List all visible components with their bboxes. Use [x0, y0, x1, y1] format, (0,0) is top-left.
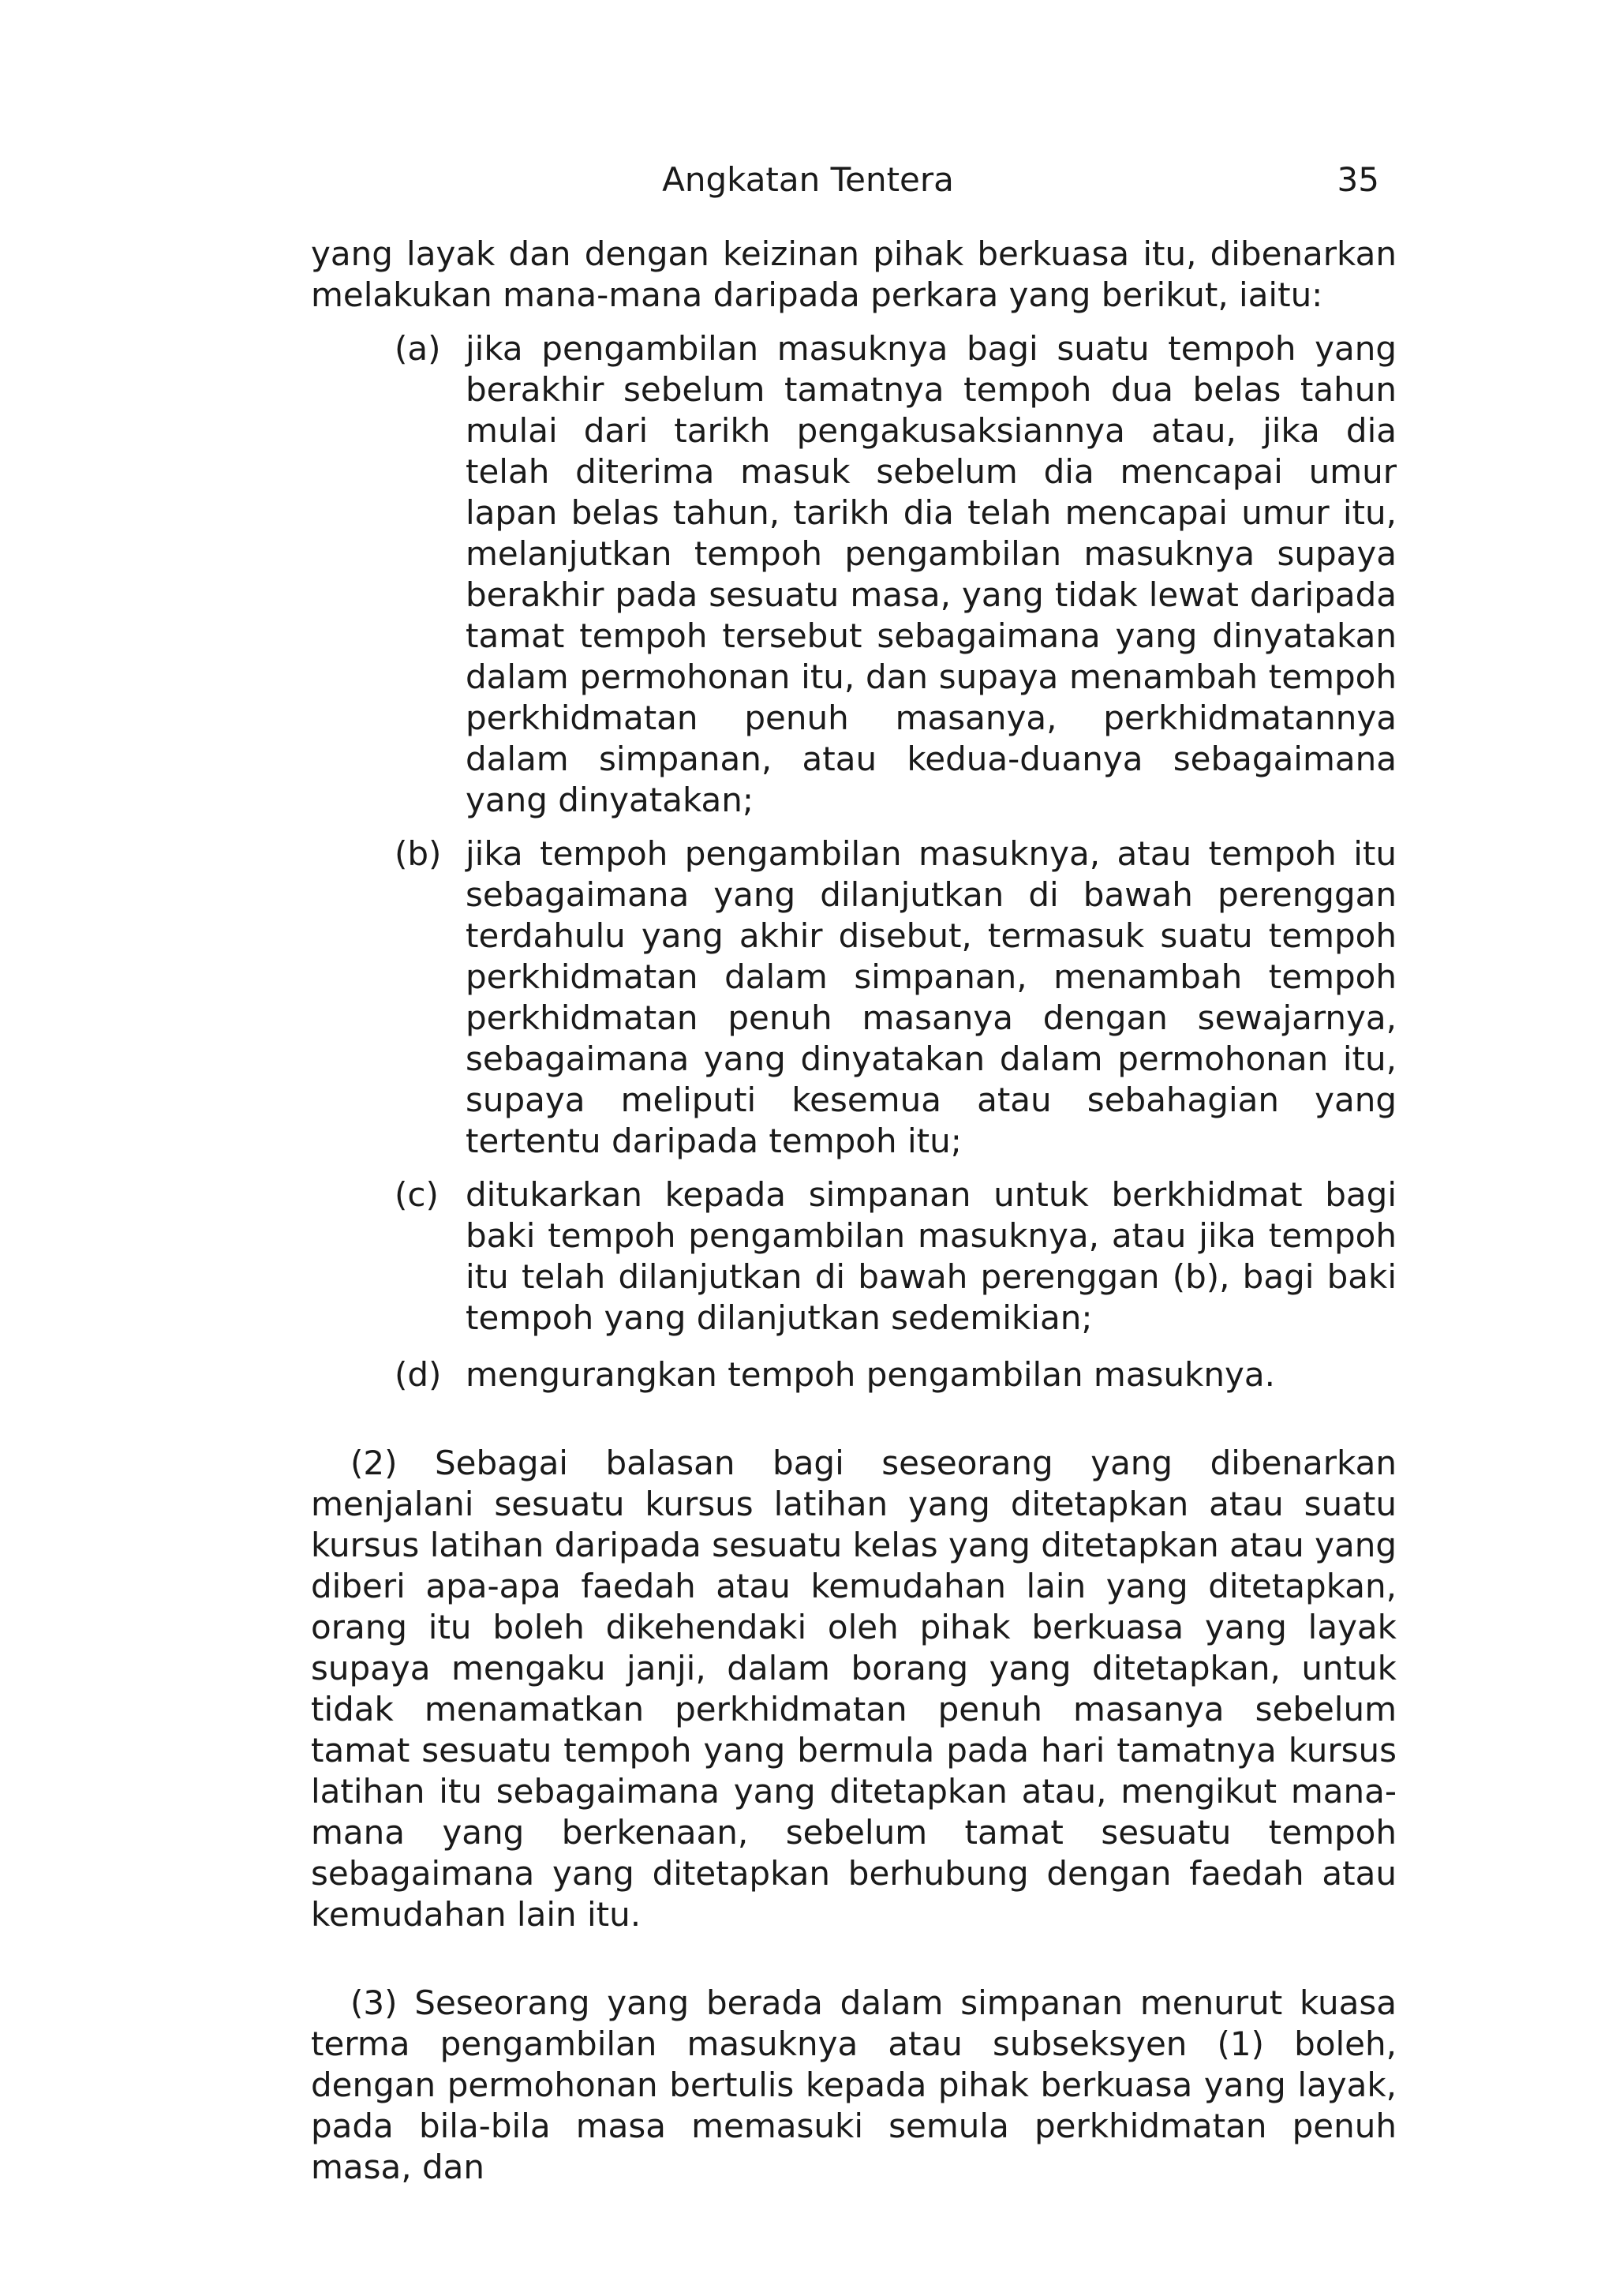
intro-paragraph: yang layak dan dengan keizinan pihak berkuasa itu, dibenarkan melakukan mana-mana daripada perkara yang berikut, iaitu:: [311, 234, 1397, 314]
subsection-3-paragraph: (3) Seseorang yang berada dalam simpanan menurut kuasa terma pengambilan masuknya atau subseksyen (1) boleh, dengan permohonan bertulis kepada pihak berkuasa yang layak, pada bila-bila masa memasuki semula perkhidmatan penuh masa, dan: [311, 1983, 1397, 2186]
clause-d: [311, 1354, 1397, 1395]
clause-text: jika pengambilan masuknya bagi suatu tempoh yang berakhir sebelum tamatnya tempoh dua belas tahun mulai dari tarikh pengakusaksiannya atau, jika dia telah diterima masuk sebelum dia mencapai umur lapan belas tahun, tarikh dia telah mencapai umur itu, melanjutkan tempoh pengambilan masuknya supaya berakhir pada sesuatu masa, yang tidak lewat daripada tamat tempoh tersebut sebagaimana yang dinyatakan dalam permohonan itu, dan supaya menambah tempoh perkhidmatan penuh masanya, perkhidmatannya dalam simpanan, atau kedua-duanya sebagaimana yang dinyatakan;: [466, 329, 1397, 819]
clause-c: [311, 1174, 1397, 1339]
clause-a: [311, 328, 1397, 821]
subsection-2-paragraph: (2) Sebagai balasan bagi seseorang yang dibenarkan menjalani sesuatu kursus latihan yang ditetapkan atau suatu kursus latihan daripada sesuatu kelas yang ditetapkan atau yang diberi apa-apa faedah atau kemudahan lain yang ditetapkan, orang itu boleh dikehendaki oleh pihak berkuasa yang layak supaya mengaku janji, dalam borang yang ditetapkan, untuk tidak menamatkan perkhidmatan penuh masanya sebelum tamat sesuatu tempoh yang bermula pada hari tamatnya kursus latihan itu sebagaimana yang ditetapkan atau, mengikut mana-mana yang berkenaan, sebelum tamat sesuatu tempoh sebagaimana yang ditetapkan berhubung dengan faedah atau kemudahan lain itu.: [311, 1444, 1397, 1934]
clause-text: ditukarkan kepada simpanan untuk berkhidmat bagi baki tempoh pengambilan masuknya, atau jika tempoh itu telah dilanjutkan di bawah perenggan (b), bagi baki tempoh yang dilanjutkan sedemikian;: [466, 1175, 1397, 1337]
clause-marker: (c): [395, 1175, 439, 1214]
body-text: [311, 234, 1397, 2188]
page-number: 35: [1337, 160, 1379, 199]
running-header: [0, 156, 1616, 204]
clause-text: jika tempoh pengambilan masuknya, atau tempoh itu sebagaimana yang dilanjutkan di bawah perenggan terdahulu yang akhir disebut, termasuk suatu tempoh perkhidmatan dalam simpanan, menambah tempoh perkhidmatan penuh masanya dengan sewajarnya, sebagaimana yang dinyatakan dalam permohonan itu, supaya meliputi kesemua atau sebahagian yang tertentu daripada tempoh itu;: [466, 834, 1397, 1160]
clause-b: [311, 833, 1397, 1162]
clause-text: mengurangkan tempoh pengambilan masuknya.: [466, 1355, 1275, 1394]
clause-list: [311, 328, 1397, 1395]
clause-marker: (a): [395, 329, 441, 368]
clause-marker: (d): [395, 1355, 442, 1394]
clause-marker: (b): [395, 834, 442, 873]
running-header-title: Angkatan Tentera: [662, 160, 954, 199]
